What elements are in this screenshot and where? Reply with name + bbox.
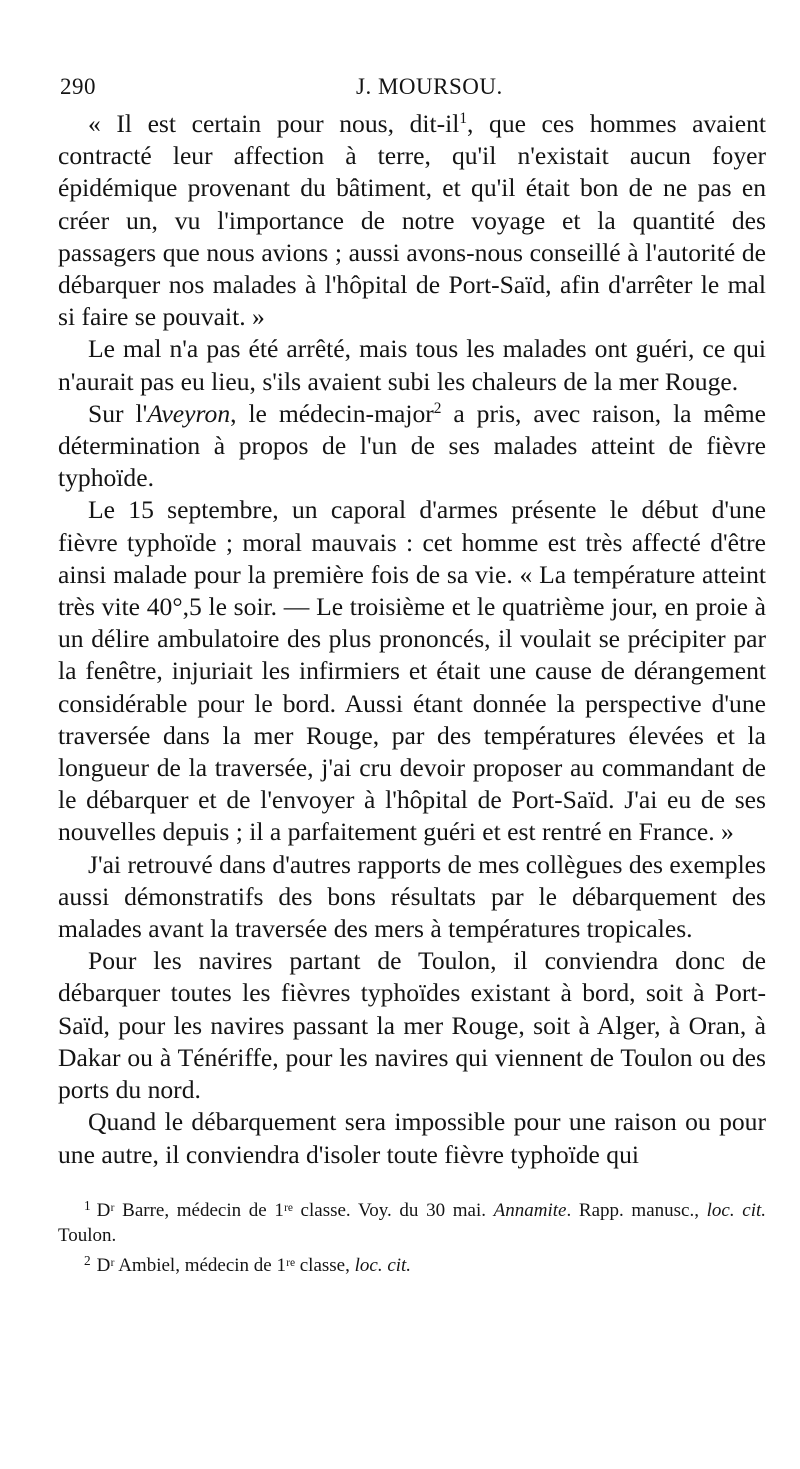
running-head-author: J. MOURSOU.: [356, 74, 503, 99]
italic-text: Annamite: [493, 1199, 567, 1221]
footnotes: [58, 1193, 766, 1278]
page: [58, 74, 766, 1278]
text-run: Pour les navires partant de Toulon, il conviendra donc de débarquer toutes les fièvres typhoïdes existant à bord, soit à Port-Saïd, pour les navires passant la mer Rouge, soit à Alger, à Oran, à Dakar ou à Ténériffe, pour les navires qui viennent de Toulon ou des ports du nord.: [58, 946, 766, 1105]
text-run: Le mal n'a pas été arrêté, mais tous les malades ont guéri, ce qui n'aurait pas eu lieu, s'ils avaient subi les chaleurs de la mer Rouge.: [58, 334, 766, 396]
text-run: Le 15 septembre, un caporal d'armes présente le début d'une fièvre typhoïde ; moral mauvais : cet homme est très affecté d'être ainsi malade pour la première fois de sa vie. « La température atteint très vite 40°,5 le soir. — Le troisième et le quatrième jour, en proie à un délire ambulatoire des plus prononcés, il voulait se précipiter par la fenêtre, injuriait les infirmiers et était une cause de dérangement considérable pour le bord. Aussi étant donnée la perspective d'une traversée dans la mer Rouge, par des températures élevées et la longueur de la traversée, j'ai cru devoir proposer au commandant de le débarquer et de l'envoyer à l'hôpital de Port-Saïd. J'ai eu de ses nouvelles depuis ; il a parfaitement guéri et est rentré en France. »: [58, 495, 766, 847]
paragraph: [58, 1106, 766, 1170]
footnote: [58, 1248, 766, 1278]
footnote-reference: 2: [433, 399, 442, 417]
italic-text: Aveyron: [147, 398, 231, 428]
text-run: « Il est certain pour nous, dit-il: [88, 109, 460, 138]
footnote: [58, 1193, 766, 1248]
text-run: Quand le débarquement sera impossible pour une raison ou pour une autre, il conviendra d'isoler toute fièvre typhoïde qui: [58, 1107, 766, 1169]
text-run: Toulon.: [58, 1224, 117, 1246]
text-run: , que ces hommes avaient contracté leur affection à terre, qu'il n'existait aucun foyer épidémique provenant du bâtiment, et qu'il était bon de ne pas en créer un, vu l'importance de notre voyage et la quantité des passagers que nous avions ; aussi avons-nous conseillé à l'autorité de débarquer nos malades à l'hôpital de Port-Saïd, afin d'arrêter le mal si faire se pouvait. »: [58, 109, 766, 332]
paragraph: [58, 333, 766, 397]
text-run: a pris, avec raison, la même détermination à propos de l'un de ses malades atteint de fièvre typhoïde.: [58, 398, 766, 493]
text-run: . Rapp. manusc.,: [566, 1199, 707, 1221]
running-header: [58, 74, 766, 108]
footnote-mark: 1: [84, 1197, 91, 1213]
footnote-mark: 2: [84, 1252, 91, 1268]
text-run: , le médecin-major: [230, 398, 434, 428]
text-run: J'ai retrouvé dans d'autres rapports de mes collègues des exemples aussi démonstratifs des bons résultats par le débarquement des malades avant la traversée des mers à températures tropicales.: [58, 849, 766, 944]
italic-text: loc. cit.: [354, 1254, 412, 1276]
paragraph: [58, 849, 766, 946]
text-run: Sur l': [88, 398, 148, 428]
page-number: 290: [60, 74, 96, 99]
text-run: Dʳ Barre, médecin de 1ʳᵉ classe. Voy. du 30 mai.: [96, 1199, 494, 1221]
paragraph: [58, 494, 766, 848]
body-text: [58, 108, 766, 1171]
paragraph: [58, 108, 766, 333]
text-run: Dʳ Ambiel, médecin de 1ʳᵉ classe,: [96, 1254, 355, 1276]
italic-text: loc. cit.: [706, 1199, 767, 1221]
footnote-reference: 1: [459, 109, 468, 127]
paragraph: [58, 398, 766, 495]
paragraph: [58, 945, 766, 1106]
